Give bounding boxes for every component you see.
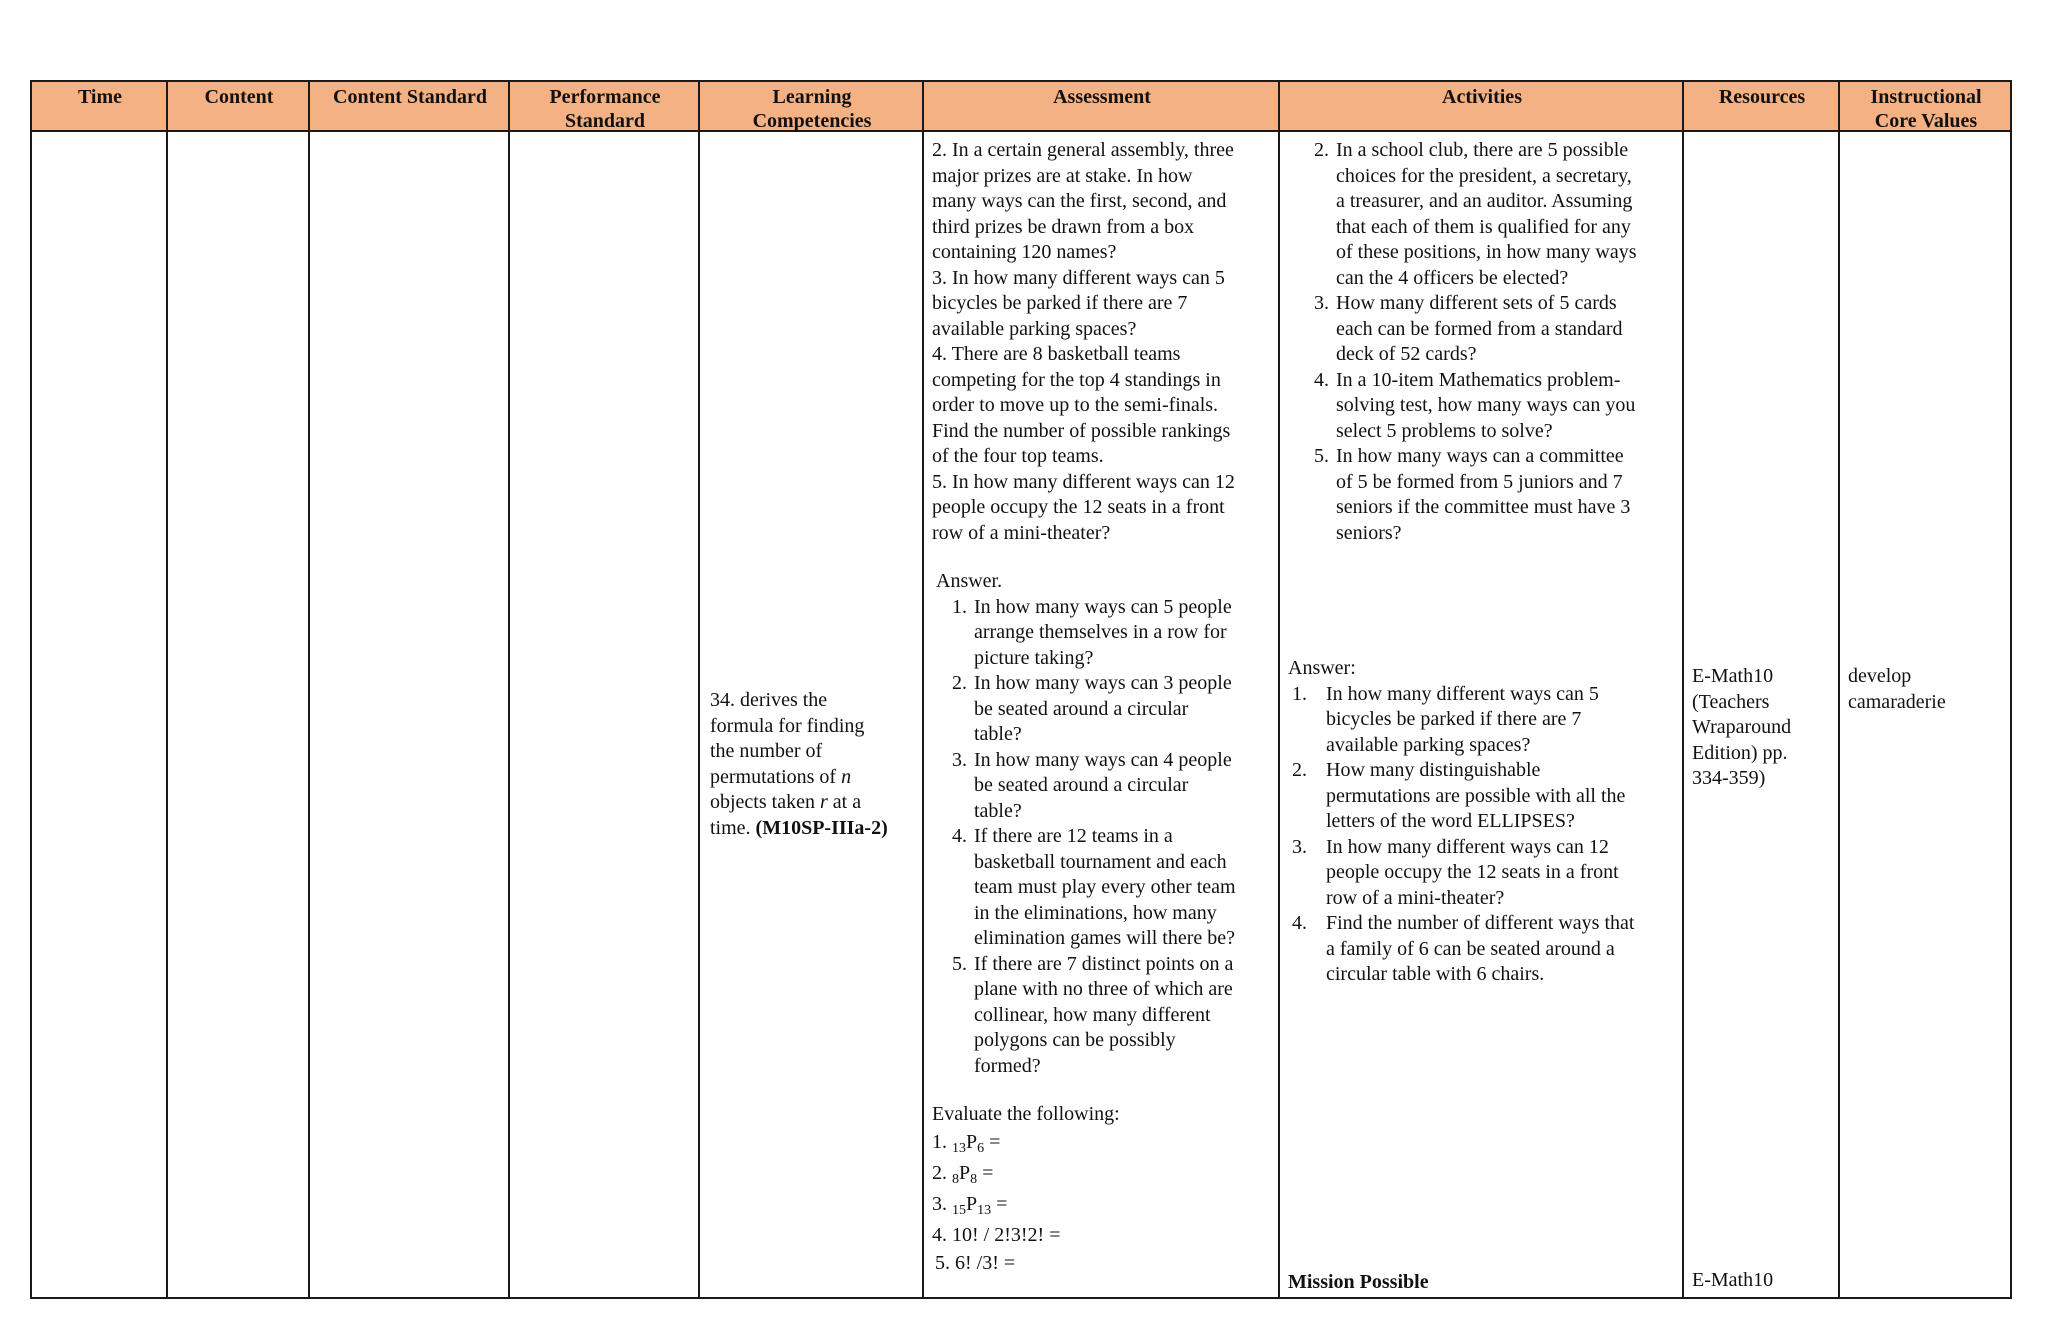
- assessment-cell: [932, 138, 1278, 1277]
- list-item: 3. How many different sets of 5 cards each can be formed from a standard deck of 52 cards?: [1314, 292, 1623, 365]
- list-item: 3. In how many ways can 4 people be seated around a circular table?: [952, 748, 1232, 822]
- header-core-values: Instructional Core Values: [1870, 86, 1982, 132]
- column-divider: [698, 82, 700, 1297]
- assessment-item: 5. In how many different ways can 12 people occupy the 12 seats in a front row of a mini-theater?: [932, 470, 1235, 544]
- list-item: 2. How many distinguishable permutations are possible with all the letters of the word ELLIPSES?: [1292, 759, 1626, 832]
- evaluate-list: [932, 1128, 1278, 1277]
- header-activities: Activities: [1442, 86, 1522, 108]
- evaluate-item: 2. $_8P_8$ =: [932, 1161, 994, 1187]
- column-divider: [1278, 82, 1280, 1297]
- list-item: 1. In how many different ways can 5 bicycles be parked if there are 7 available parking spaces?: [1292, 682, 1599, 756]
- list-item: 4. Find the number of different ways that a family of 6 can be seated around a circular table with 6 chairs.: [1292, 912, 1635, 985]
- header-learning-competencies: Learning Competencies: [752, 86, 872, 132]
- list-item: 1. In how many ways can 5 people arrange themselves in a row for picture taking?: [952, 595, 1232, 669]
- list-item: 2. In a school club, there are 5 possible choices for the president, a secretary, a treasurer, and an auditor. Assuming that each of them is qualified for any of these positions, in how many ways can the 4 officers be elected?: [1314, 139, 1637, 289]
- table-header-row: [32, 82, 2010, 132]
- assessment-answer-list: [932, 595, 1278, 1080]
- header-content-standard: Content Standard: [333, 86, 487, 108]
- assessment-item: 2. In a certain general assembly, three major prizes are at stake. In how many ways can the first, second, and third prizes be drawn from a box containing 120 names?: [932, 139, 1234, 263]
- evaluate-item: 3. $_{15}P_{13}$ =: [932, 1192, 1008, 1218]
- column-divider: [308, 82, 310, 1297]
- list-item: 3. In how many different ways can 12 people occupy the 12 seats in a front row of a mini-theater?: [1292, 835, 1619, 909]
- evaluate-item: 5. 6! /3! =: [935, 1251, 1016, 1274]
- evaluate-label: Evaluate the following:: [932, 1103, 1120, 1125]
- list-item: 4. If there are 12 teams in a basketball tournament and each team must play every other team in the eliminations, how many elimination games will there be?: [952, 825, 1236, 949]
- competency-code: (M10SP-IIIa-2): [755, 816, 888, 839]
- activities-answer-label: Answer:: [1288, 657, 1356, 679]
- evaluate-item: 4. 10! / 2!3!2! =: [932, 1223, 1061, 1246]
- evaluate-item: 1. $_{13}P_6$ =: [932, 1130, 1001, 1156]
- list-item: 2. In how many ways can 3 people be seated around a circular table?: [952, 672, 1232, 745]
- activities-answer-cell: [1288, 656, 1680, 988]
- mission-possible-heading: Mission Possible: [1288, 1271, 1429, 1293]
- column-divider: [1838, 82, 1840, 1297]
- resources-bottom: E-Math10: [1692, 1269, 1774, 1291]
- assessment-item: 4. There are 8 basketball teams competing for the top 4 standings in order to move up to the semi-finals. Find the number of possible rankings of the four top teams.: [932, 343, 1231, 467]
- column-divider: [508, 82, 510, 1297]
- list-item: 4. In a 10-item Mathematics problem- solving test, how many ways can you select 5 problems to solve?: [1314, 368, 1636, 442]
- column-divider: [166, 82, 168, 1297]
- learning-competency-cell: 34. derives the formula for finding the number of permutations of n objects taken r at a time. (M10SP-IIIa-2): [710, 689, 888, 839]
- header-assessment: Assessment: [1053, 86, 1151, 108]
- header-performance-standard: Performance Standard: [549, 86, 661, 132]
- column-divider: [1682, 82, 1684, 1297]
- activities-cell: [1294, 138, 1682, 546]
- header-resources: Resources: [1718, 86, 1806, 108]
- activities-answer-list: [1288, 682, 1680, 988]
- header-time: Time: [77, 86, 123, 108]
- assessment-item: 3. In how many different ways can 5 bicycles be parked if there are 7 available parking spaces?: [932, 266, 1225, 340]
- resources-cell: E-Math10 (Teachers Wraparound Edition) pp. 334-359): [1692, 665, 1792, 789]
- core-values-cell: develop camaraderie: [1848, 665, 1946, 713]
- list-item: 5. In how many ways can a committee of 5 be formed from 5 juniors and 7 seniors if the committee must have 3 seniors?: [1314, 445, 1631, 544]
- assessment-answer-label: Answer.: [936, 570, 1003, 592]
- header-content: Content: [204, 86, 274, 108]
- column-divider: [922, 82, 924, 1297]
- lesson-plan-table: [30, 80, 2012, 1299]
- activities-list: [1294, 138, 1682, 546]
- list-item: 5. If there are 7 distinct points on a plane with no three of which are collinear, how many different polygons can be possibly formed?: [952, 952, 1234, 1077]
